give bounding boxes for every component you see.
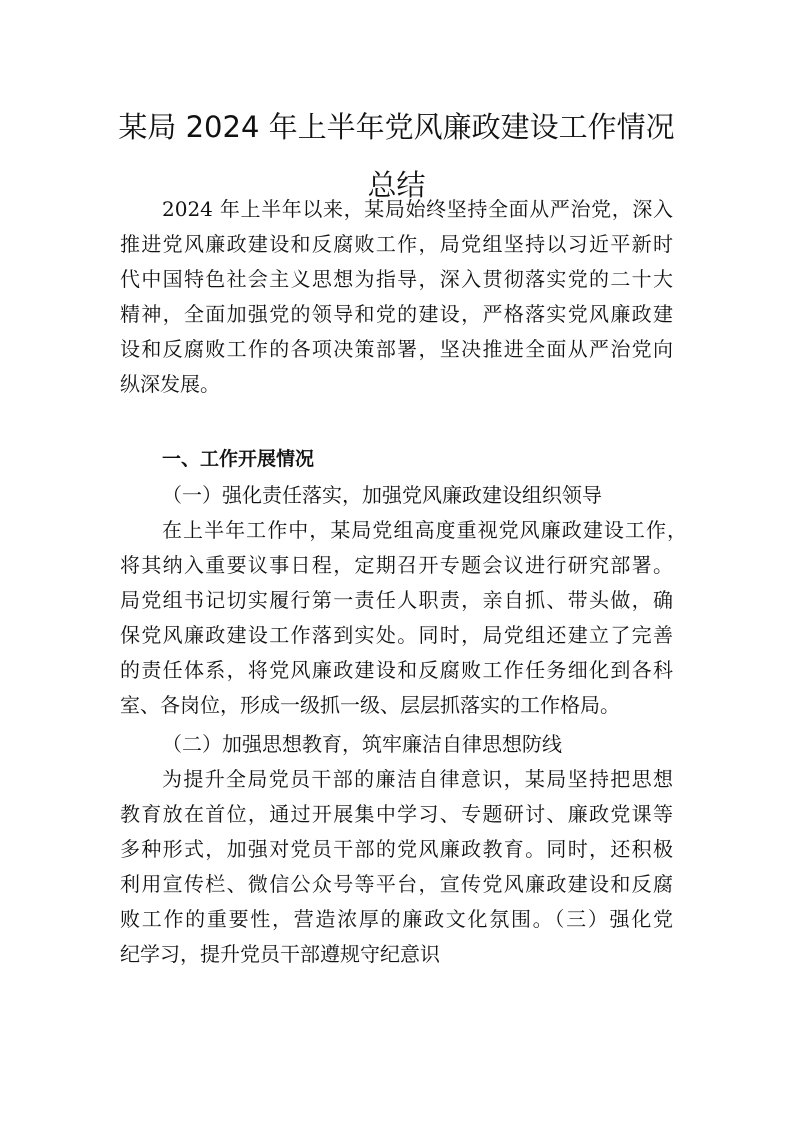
text-line: 代中国特色社会主义思想为指导，深入贯彻落实党的二十大 [120, 267, 673, 291]
text-line: 为提升全局党员干部的廉洁自律意识，某局坚持把思想 [162, 767, 673, 791]
text-line: 保党风廉政建设工作落到实处。同时，局党组还建立了完善 [120, 623, 673, 647]
text-line: 的责任体系，将党风廉政建设和反腐败工作任务细化到各科 [120, 658, 673, 682]
text-line: 败工作的重要性，营造浓厚的廉政文化氛围。（三）强化党 [120, 907, 673, 931]
title-line-1: 某局 2024 年上半年党风廉政建设工作情况 [118, 110, 675, 144]
text-line: 将其纳入重要议事日程，定期召开专题会议进行研究部署。 [120, 553, 673, 577]
subsection-2 [120, 727, 673, 972]
text-line: 精神，全面加强党的领导和党的建设，严格落实党风廉政建 [120, 302, 673, 326]
intro-paragraph [120, 192, 673, 402]
text-line: 局党组书记切实履行第一责任人职责，亲自抓、带头做，确 [120, 588, 673, 612]
document-title [0, 107, 793, 147]
heading-1: 一、工作开展情况 [162, 448, 315, 470]
text-line: 在上半年工作中，某局党组高度重视党风廉政建设工作， [162, 518, 687, 542]
text-line: 纪学习，提升党员干部遵规守纪意识 [120, 942, 440, 966]
subheading-2: （二）加强思想教育，筑牢廉洁自律思想防线 [162, 732, 562, 756]
subheading-1: （一）强化责任落实，加强党风廉政建设组织领导 [162, 483, 602, 507]
text-line: 推进党风廉政建设和反腐败工作，局党组坚持以习近平新时 [120, 232, 673, 256]
subsection-1 [120, 478, 687, 723]
text-line: 利用宣传栏、微信公众号等平台，宣传党风廉政建设和反腐 [120, 872, 673, 896]
text-line: 室、各岗位，形成一级抓一级、层层抓落实的工作格局。 [120, 693, 620, 717]
title-line-2: 总结 [367, 168, 426, 202]
text-line: 多种形式，加强对党员干部的党风廉政教育。同时，还积极 [120, 837, 673, 861]
text-line: 纵深发展。 [120, 372, 220, 396]
section-heading [120, 442, 673, 477]
text-line: 设和反腐败工作的各项决策部署，坚决推进全面从严治党向 [120, 337, 673, 361]
text-line: 教育放在首位，通过开展集中学习、专题研讨、廉政党课等 [120, 802, 673, 826]
text-line: 2024 年上半年以来，某局始终坚持全面从严治党，深入 [162, 197, 673, 221]
